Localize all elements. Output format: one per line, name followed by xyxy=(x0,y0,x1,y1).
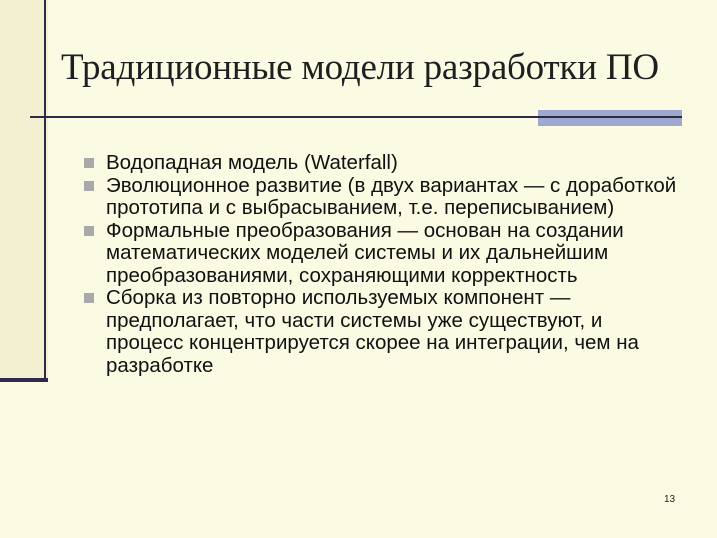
left-decor-line xyxy=(44,0,46,380)
square-bullet-icon xyxy=(84,226,94,236)
bullet-item xyxy=(84,175,684,220)
bullet-text: Формальные преобразования — основан на создании математических моделей системы и их дальнейшим преобразованиями, сохраняющими корректность xyxy=(106,218,624,287)
title-accent-bar xyxy=(538,110,682,126)
square-bullet-icon xyxy=(84,158,94,168)
left-decor-bottom-line xyxy=(0,378,48,382)
bullet-text: Водопадная модель (Waterfall) xyxy=(106,151,398,174)
bullet-text: Эволюционное развитие (в двух вариантах — с доработкой прототипа и с выбрасыванием, т.е. переписыванием) xyxy=(106,173,677,219)
bullet-item xyxy=(84,152,684,175)
title-accent-line xyxy=(538,116,682,118)
title-underline xyxy=(30,116,540,118)
left-decor-bar xyxy=(0,0,48,380)
square-bullet-icon xyxy=(84,181,94,191)
bullet-item xyxy=(84,220,684,288)
bullet-list xyxy=(84,152,684,377)
bullet-text: Сборка из повторно используемых компонент — предполагает, что части системы уже существуют, и процесс концентрируется скорее на интеграции, чем на разработке xyxy=(106,286,639,377)
slide-title: Традиционные модели разработки ПО xyxy=(61,47,659,88)
bullet-item xyxy=(84,287,684,377)
square-bullet-icon xyxy=(84,293,94,303)
page-number: 13 xyxy=(664,494,676,505)
